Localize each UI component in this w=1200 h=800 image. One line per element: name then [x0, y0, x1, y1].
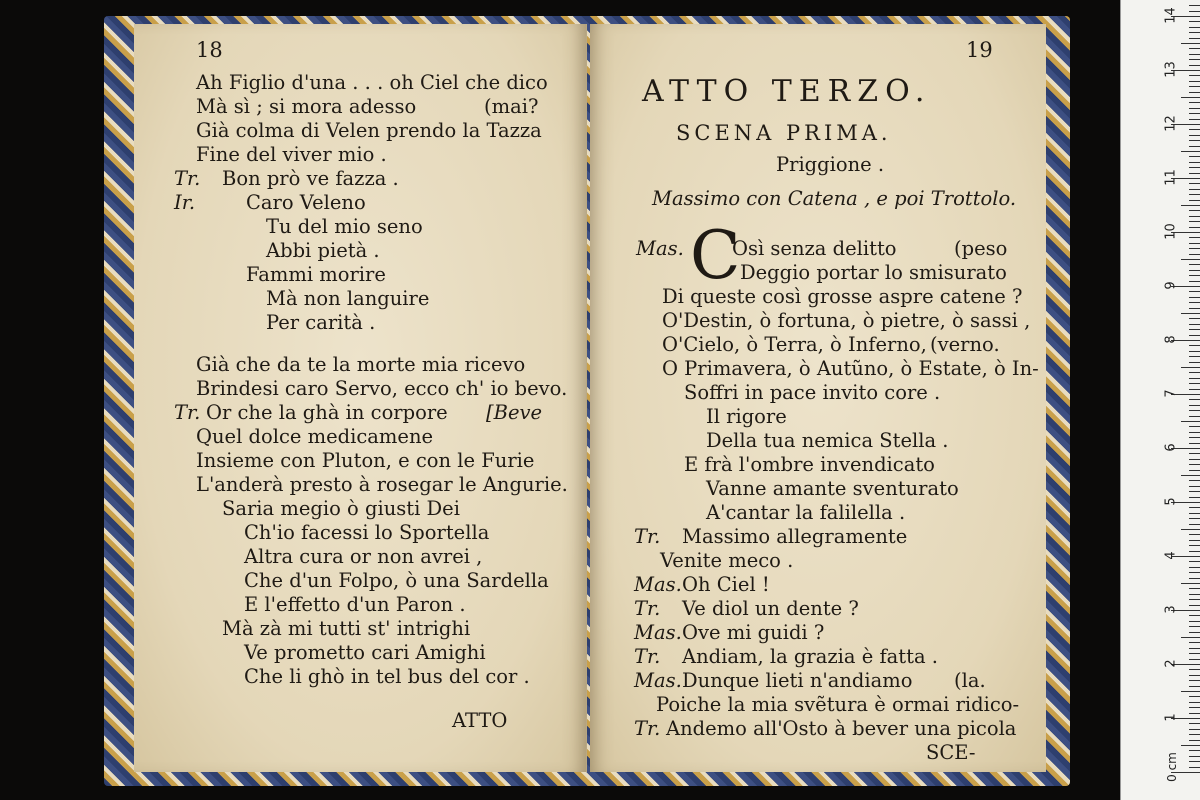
- ruler-tick: [1189, 470, 1200, 471]
- ruler-unit-label: 0 cm: [1164, 752, 1179, 782]
- ruler-tick: [1189, 723, 1200, 724]
- ruler-tick: [1181, 529, 1200, 530]
- ruler-tick: [1189, 405, 1200, 406]
- ruler-tick: [1189, 135, 1200, 136]
- verse-line: O'Destin, ò fortuna, ò pietre, ò sassi ,: [662, 309, 1031, 332]
- ruler-tick: [1189, 626, 1200, 627]
- verse-line: Ve prometto cari Amighi: [244, 641, 486, 664]
- ruler-tick: [1189, 518, 1200, 519]
- ruler-tick: [1181, 43, 1200, 44]
- ruler-tick: [1189, 632, 1200, 633]
- ruler-tick: [1189, 119, 1200, 120]
- ruler-tick: [1189, 437, 1200, 438]
- drop-cap: C: [690, 217, 741, 294]
- ruler-number: 13: [1163, 61, 1179, 78]
- ruler-tick: [1189, 59, 1200, 60]
- speaker-label: Mas.: [634, 573, 682, 596]
- ruler-number: 11: [1163, 169, 1179, 186]
- verse-line: E l'effetto d'un Paron .: [244, 593, 466, 616]
- ruler-tick: [1189, 480, 1200, 481]
- ruler-tick: [1189, 464, 1200, 465]
- right-page-number: 19: [966, 38, 993, 62]
- ruler-tick: [1189, 459, 1200, 460]
- ruler-tick: [1189, 11, 1200, 12]
- ruler-tick: [1189, 399, 1200, 400]
- verse-line: Poiche la mia svẽtura è ormai ridico-: [656, 693, 1020, 716]
- ruler-tick: [1181, 745, 1200, 746]
- characters-line: Massimo con Catena , e poi Trottolo.: [652, 187, 1017, 210]
- verse-line: Dunque lieti n'andiamo: [682, 669, 913, 692]
- verse-line: Ah Figlio d'una . . . oh Ciel che dico: [196, 71, 548, 94]
- verse-line: O'Cielo, ò Terra, ò Inferno,: [662, 333, 927, 356]
- ruler-tick: [1189, 578, 1200, 579]
- ruler-number: 2: [1163, 659, 1179, 668]
- verse-line: Che li ghò in tel bus del cor .: [244, 665, 530, 688]
- ruler-tick: [1189, 243, 1200, 244]
- ruler-tick: [1189, 702, 1200, 703]
- ruler-tick: [1181, 313, 1200, 314]
- ruler-tick: [1189, 248, 1200, 249]
- ruler-tick: [1181, 583, 1200, 584]
- catchword: SCE-: [926, 741, 976, 764]
- ruler-number: 10: [1163, 223, 1179, 240]
- verse-line: Or che la ghà in corpore: [206, 401, 448, 424]
- verse-line: Insieme con Pluton, e con le Furie: [196, 449, 535, 472]
- ruler-tick: [1189, 513, 1200, 514]
- ruler-tick: [1189, 588, 1200, 589]
- speaker-label: Ir.: [174, 191, 196, 214]
- ruler-tick: [1189, 335, 1200, 336]
- ruler-tick: [1181, 691, 1200, 692]
- verse-line: Vanne amante sventurato: [706, 477, 959, 500]
- ruler-tick: [1189, 102, 1200, 103]
- ruler-tick: [1189, 524, 1200, 525]
- ruler-tick: [1189, 146, 1200, 147]
- verse-line: Bon prò ve fazza .: [222, 167, 399, 190]
- verse-line: Brindesi caro Servo, ecco ch' io bevo.: [196, 377, 568, 400]
- speaker-label: Mas.: [634, 621, 682, 644]
- ruler-tick: [1189, 426, 1200, 427]
- ruler-tick: [1189, 675, 1200, 676]
- ruler-number: 3: [1163, 605, 1179, 614]
- left-page: [134, 24, 587, 772]
- verse-line: A'cantar la falilella .: [706, 501, 906, 524]
- verse-line: Tu del mio seno: [266, 215, 423, 238]
- ruler-tick: [1189, 264, 1200, 265]
- ruler-tick: [1181, 205, 1200, 206]
- verse-line: Venite meco .: [660, 549, 794, 572]
- verse-line: Caro Veleno: [246, 191, 366, 214]
- ruler-tick: [1189, 86, 1200, 87]
- speaker-label: Tr.: [634, 645, 661, 668]
- ruler-number: 4: [1163, 551, 1179, 560]
- ruler-tick: [1181, 475, 1200, 476]
- aside-mai: (mai?: [484, 95, 539, 118]
- verse-line: Che d'un Folpo, ò una Sardella: [244, 569, 549, 592]
- ruler-tick: [1181, 97, 1200, 98]
- speaker-label: Tr.: [634, 597, 661, 620]
- ruler-tick: [1189, 453, 1200, 454]
- ruler-tick: [1189, 372, 1200, 373]
- stage-direction-beve: [Beve: [486, 401, 543, 424]
- ruler-tick: [1189, 410, 1200, 411]
- ruler-tick: [1189, 389, 1200, 390]
- ruler-tick: [1189, 194, 1200, 195]
- catchword: ATTO: [452, 709, 508, 732]
- ruler-tick: [1189, 599, 1200, 600]
- verse-line: Per carità .: [266, 311, 376, 334]
- verse-line: Andiam, la grazia è fatta .: [682, 645, 938, 668]
- verse-line: Abbi pietà .: [266, 239, 380, 262]
- ruler-number: 6: [1163, 443, 1179, 452]
- ruler-tick: [1189, 345, 1200, 346]
- ruler-tick: [1189, 270, 1200, 271]
- ruler-tick: [1189, 567, 1200, 568]
- ruler-tick: [1189, 216, 1200, 217]
- aside-verno: (verno.: [930, 333, 1000, 356]
- ruler-tick: [1189, 21, 1200, 22]
- ruler-tick: [1189, 669, 1200, 670]
- scene-setting: Priggione .: [776, 153, 885, 176]
- ruler-tick: [1189, 129, 1200, 130]
- ruler-tick: [1189, 416, 1200, 417]
- ruler-tick: [1189, 534, 1200, 535]
- right-page: [590, 24, 1046, 772]
- ruler-tick: [1189, 497, 1200, 498]
- ruler-tick: [1189, 680, 1200, 681]
- ruler-tick: [1189, 615, 1200, 616]
- ruler-tick: [1181, 637, 1200, 638]
- ruler-tick: [1189, 621, 1200, 622]
- ruler-tick: [1189, 65, 1200, 66]
- ruler-tick: [1189, 32, 1200, 33]
- verse-line: Già colma di Velen prendo la Tazza: [196, 119, 542, 142]
- ruler-tick: [1189, 707, 1200, 708]
- ruler-tick: [1189, 594, 1200, 595]
- ruler-tick: [1189, 81, 1200, 82]
- ruler-tick: [1189, 356, 1200, 357]
- ruler-tick: [1189, 308, 1200, 309]
- ruler-tick: [1189, 507, 1200, 508]
- verse-line: Fine del viver mio .: [196, 143, 387, 166]
- ruler-tick: [1189, 605, 1200, 606]
- verse-line: Di queste così grosse aspre catene ?: [662, 285, 1023, 308]
- ruler-tick: [1189, 237, 1200, 238]
- ruler-tick: [1189, 383, 1200, 384]
- speaker-label: Mas.: [634, 669, 682, 692]
- speaker-label: Mas.: [636, 237, 684, 260]
- verse-line: Mà non languire: [266, 287, 430, 310]
- speaker-label: Tr.: [634, 525, 661, 548]
- measurement-ruler: [1120, 0, 1200, 800]
- verse-line: Massimo allegramente: [682, 525, 908, 548]
- ruler-number: 5: [1163, 497, 1179, 506]
- ruler-tick: [1189, 443, 1200, 444]
- ruler-number: 1: [1163, 713, 1179, 722]
- verse-line: Soffri in pace invito core .: [684, 381, 941, 404]
- ruler-number: 12: [1163, 115, 1179, 132]
- ruler-tick: [1189, 254, 1200, 255]
- ruler-tick: [1189, 221, 1200, 222]
- ruler-tick: [1189, 275, 1200, 276]
- verse-line: O Primavera, ò Autũno, ò Estate, ò In-: [662, 357, 1039, 380]
- verse-line: Già che da te la morte mia ricevo: [196, 353, 526, 376]
- ruler-tick: [1189, 750, 1200, 751]
- verse-line: Altra cura or non avrei ,: [244, 545, 483, 568]
- verse-line: Osì senza delitto: [732, 237, 897, 260]
- ruler-tick: [1189, 734, 1200, 735]
- ruler-tick: [1189, 432, 1200, 433]
- ruler-tick: [1189, 761, 1200, 762]
- ruler-tick: [1189, 756, 1200, 757]
- ruler-tick: [1189, 297, 1200, 298]
- verse-line: Quel dolce medicamene: [196, 425, 434, 448]
- ruler-tick: [1189, 113, 1200, 114]
- ruler-tick: [1189, 696, 1200, 697]
- ruler-tick: [1189, 486, 1200, 487]
- act-title: ATTO TERZO.: [642, 74, 932, 109]
- ruler-tick: [1189, 210, 1200, 211]
- ruler-tick: [1189, 162, 1200, 163]
- ruler-tick: [1189, 540, 1200, 541]
- verse-line: Ve diol un dente ?: [682, 597, 859, 620]
- ruler-tick: [1189, 167, 1200, 168]
- ruler-number: 7: [1163, 389, 1179, 398]
- verse-line: Mà zà mi tutti st' intrighi: [222, 617, 471, 640]
- ruler-tick: [1181, 259, 1200, 260]
- ruler-tick: [1189, 491, 1200, 492]
- ruler-tick: [1189, 767, 1200, 768]
- ruler-tick: [1189, 183, 1200, 184]
- ruler-tick: [1189, 686, 1200, 687]
- ruler-tick: [1189, 642, 1200, 643]
- verse-line: Ove mi guidi ?: [682, 621, 825, 644]
- ruler-tick: [1189, 48, 1200, 49]
- ruler-tick: [1189, 324, 1200, 325]
- ruler-tick: [1181, 151, 1200, 152]
- ruler-tick: [1189, 108, 1200, 109]
- ruler-tick: [1189, 740, 1200, 741]
- ruler-tick: [1189, 92, 1200, 93]
- verse-line: Della tua nemica Stella .: [706, 429, 949, 452]
- ruler-tick: [1189, 561, 1200, 562]
- ruler-tick: [1181, 367, 1200, 368]
- ruler-tick: [1189, 729, 1200, 730]
- verse-line: E frà l'ombre invendicato: [684, 453, 935, 476]
- verse-line: Andemo all'Osto à bever una picola: [666, 717, 1017, 740]
- ruler-tick: [1189, 351, 1200, 352]
- ruler-tick: [1189, 545, 1200, 546]
- ruler-tick: [1189, 362, 1200, 363]
- ruler-tick: [1189, 140, 1200, 141]
- ruler-number: 9: [1163, 281, 1179, 290]
- ruler-tick: [1189, 38, 1200, 39]
- verse-line: Fammi morire: [246, 263, 386, 286]
- ruler-tick: [1189, 659, 1200, 660]
- ruler-tick: [1189, 156, 1200, 157]
- speaker-label: Tr.: [634, 717, 661, 740]
- aside-la: (la.: [954, 669, 986, 692]
- ruler-tick: [1189, 572, 1200, 573]
- verse-line: Saria megio ò giusti Dei: [222, 497, 460, 520]
- scene-title: SCENA PRIMA.: [676, 121, 892, 145]
- speaker-label: Tr.: [174, 401, 201, 424]
- ruler-tick: [1189, 75, 1200, 76]
- ruler-tick: [1189, 713, 1200, 714]
- ruler-tick: [1189, 653, 1200, 654]
- ruler-tick: [1189, 281, 1200, 282]
- ruler-tick: [1181, 421, 1200, 422]
- ruler-tick: [1189, 648, 1200, 649]
- ruler-number: 14: [1163, 7, 1179, 24]
- verse-line: Oh Ciel !: [682, 573, 770, 596]
- verse-line: Ch'io facessi lo Sportella: [244, 521, 490, 544]
- ruler-number: 8: [1163, 335, 1179, 344]
- speaker-label: Tr.: [174, 167, 201, 190]
- ruler-tick: [1189, 227, 1200, 228]
- ruler-tick: [1189, 27, 1200, 28]
- ruler-tick: [1189, 189, 1200, 190]
- ruler-tick: [1189, 291, 1200, 292]
- verse-line: Mà sì ; si mora adesso: [196, 95, 417, 118]
- ruler-tick: [1189, 302, 1200, 303]
- ruler-tick: [1189, 378, 1200, 379]
- ruler-tick: [1189, 318, 1200, 319]
- ruler-tick: [1189, 173, 1200, 174]
- ruler-tick: [1189, 200, 1200, 201]
- verse-line: L'anderà presto à rosegar le Angurie.: [196, 473, 568, 496]
- ruler-tick: [1189, 54, 1200, 55]
- aside-peso: (peso: [954, 237, 1008, 260]
- left-page-number: 18: [196, 38, 223, 62]
- ruler-tick: [1189, 5, 1200, 6]
- ruler-tick: [1189, 551, 1200, 552]
- ruler-tick: [1189, 329, 1200, 330]
- verse-line: Il rigore: [706, 405, 787, 428]
- verse-line: Deggio portar lo smisurato: [740, 261, 1007, 284]
